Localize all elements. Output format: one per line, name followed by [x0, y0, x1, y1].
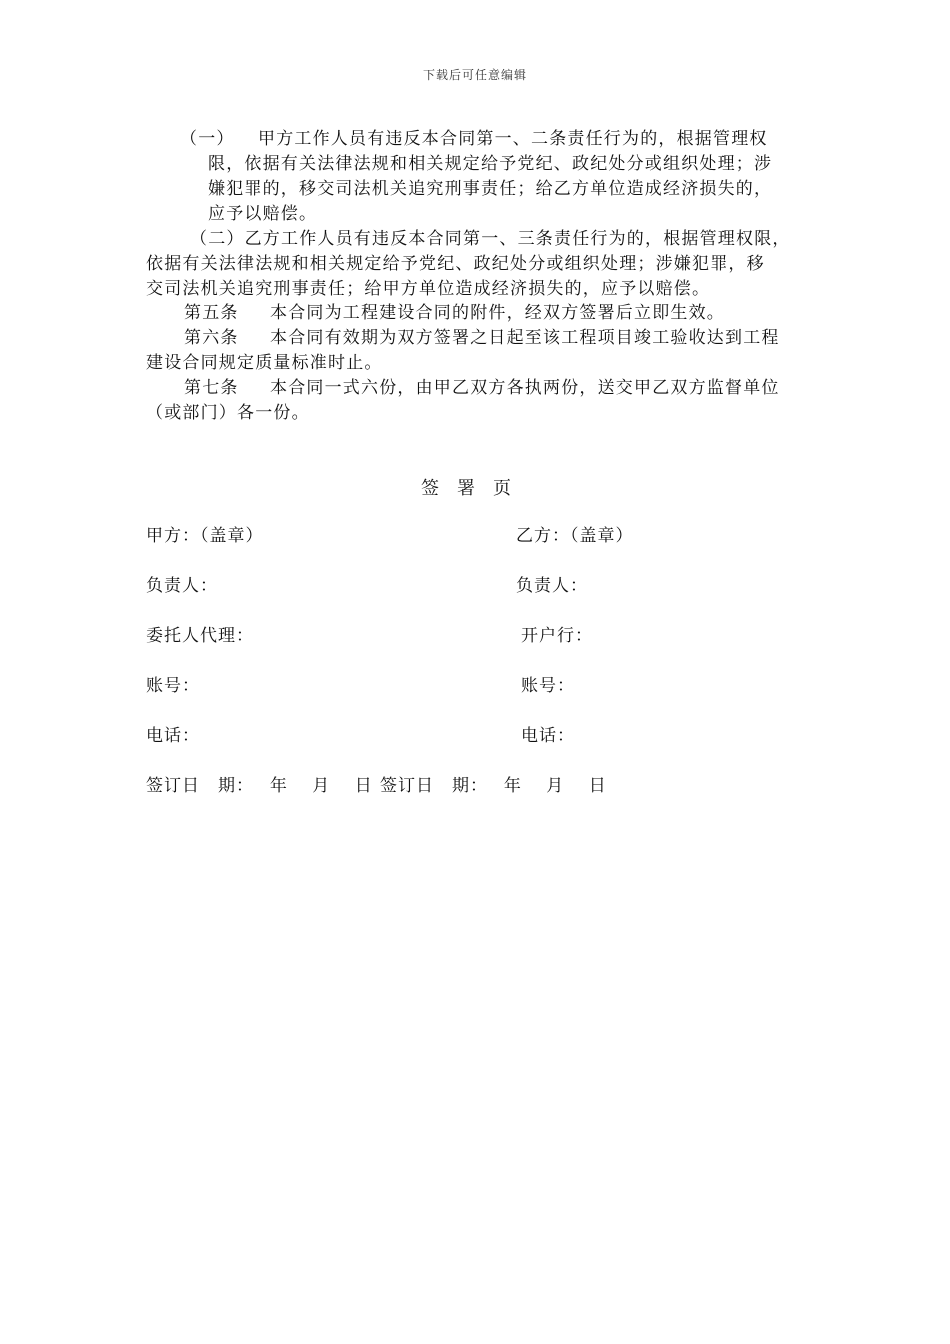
article-six-continuation: 建设合同规定质量标准时止。 — [146, 353, 383, 373]
party-b-label: 乙方：（盖章） — [516, 526, 634, 546]
article-five-text: 本合同为工程建设合同的附件，经双方签署后立即生效。 — [270, 303, 725, 323]
party-a-phone: 电话： — [146, 726, 200, 746]
header-note: 下载后可任意编辑 — [422, 68, 527, 82]
article-seven-label: 第七条 — [184, 378, 239, 398]
party-b-sign-date: 签订日 期： 年 月 日 — [380, 776, 607, 796]
party-a-sign-date: 签订日 期： 年 月 日 — [146, 776, 373, 796]
party-a-responsible: 负责人： — [146, 576, 218, 596]
clause-one-line-4: 应予以赔偿。 — [208, 204, 318, 224]
party-b-phone: 电话： — [521, 726, 575, 746]
party-a-agent: 委托人代理： — [146, 626, 254, 646]
article-seven-continuation: （或部门）各一份。 — [146, 403, 310, 423]
party-a-account: 账号： — [146, 676, 200, 696]
signature-page-title: 签署页 — [421, 478, 529, 499]
article-six-text: 本合同有效期为双方签署之日起至该工程项目竣工验收达到工程 — [270, 328, 780, 348]
party-b-account: 账号： — [521, 676, 575, 696]
clause-two-line-1: （二）乙方工作人员有违反本合同第一、三条责任行为的，根据管理权限， — [190, 229, 791, 249]
article-seven-text: 本合同一式六份，由甲乙双方各执两份，送交甲乙双方监督单位 — [270, 378, 780, 398]
article-six-label: 第六条 — [184, 328, 239, 348]
article-five-label: 第五条 — [184, 303, 239, 323]
party-b-responsible: 负责人： — [516, 576, 588, 596]
clause-two-line-3: 交司法机关追究刑事责任；给甲方单位造成经济损失的，应予以赔偿。 — [146, 279, 711, 299]
clause-one-line-3: 嫌犯罪的，移交司法机关追究刑事责任；给乙方单位造成经济损失的， — [208, 179, 773, 199]
clause-one-line-2: 限，依据有关法律法规和相关规定给予党纪、政纪处分或组织处理；涉 — [208, 154, 773, 174]
clause-one-line-1: 甲方工作人员有违反本合同第一、二条责任行为的，根据管理权 — [258, 129, 768, 149]
party-a-label: 甲方：（盖章） — [146, 526, 264, 546]
party-b-bank: 开户行： — [521, 626, 593, 646]
clause-two-line-2: 依据有关法律法规和相关规定给予党纪、政纪处分或组织处理；涉嫌犯罪，移 — [146, 254, 765, 274]
clause-one-label: （一） — [180, 129, 235, 149]
